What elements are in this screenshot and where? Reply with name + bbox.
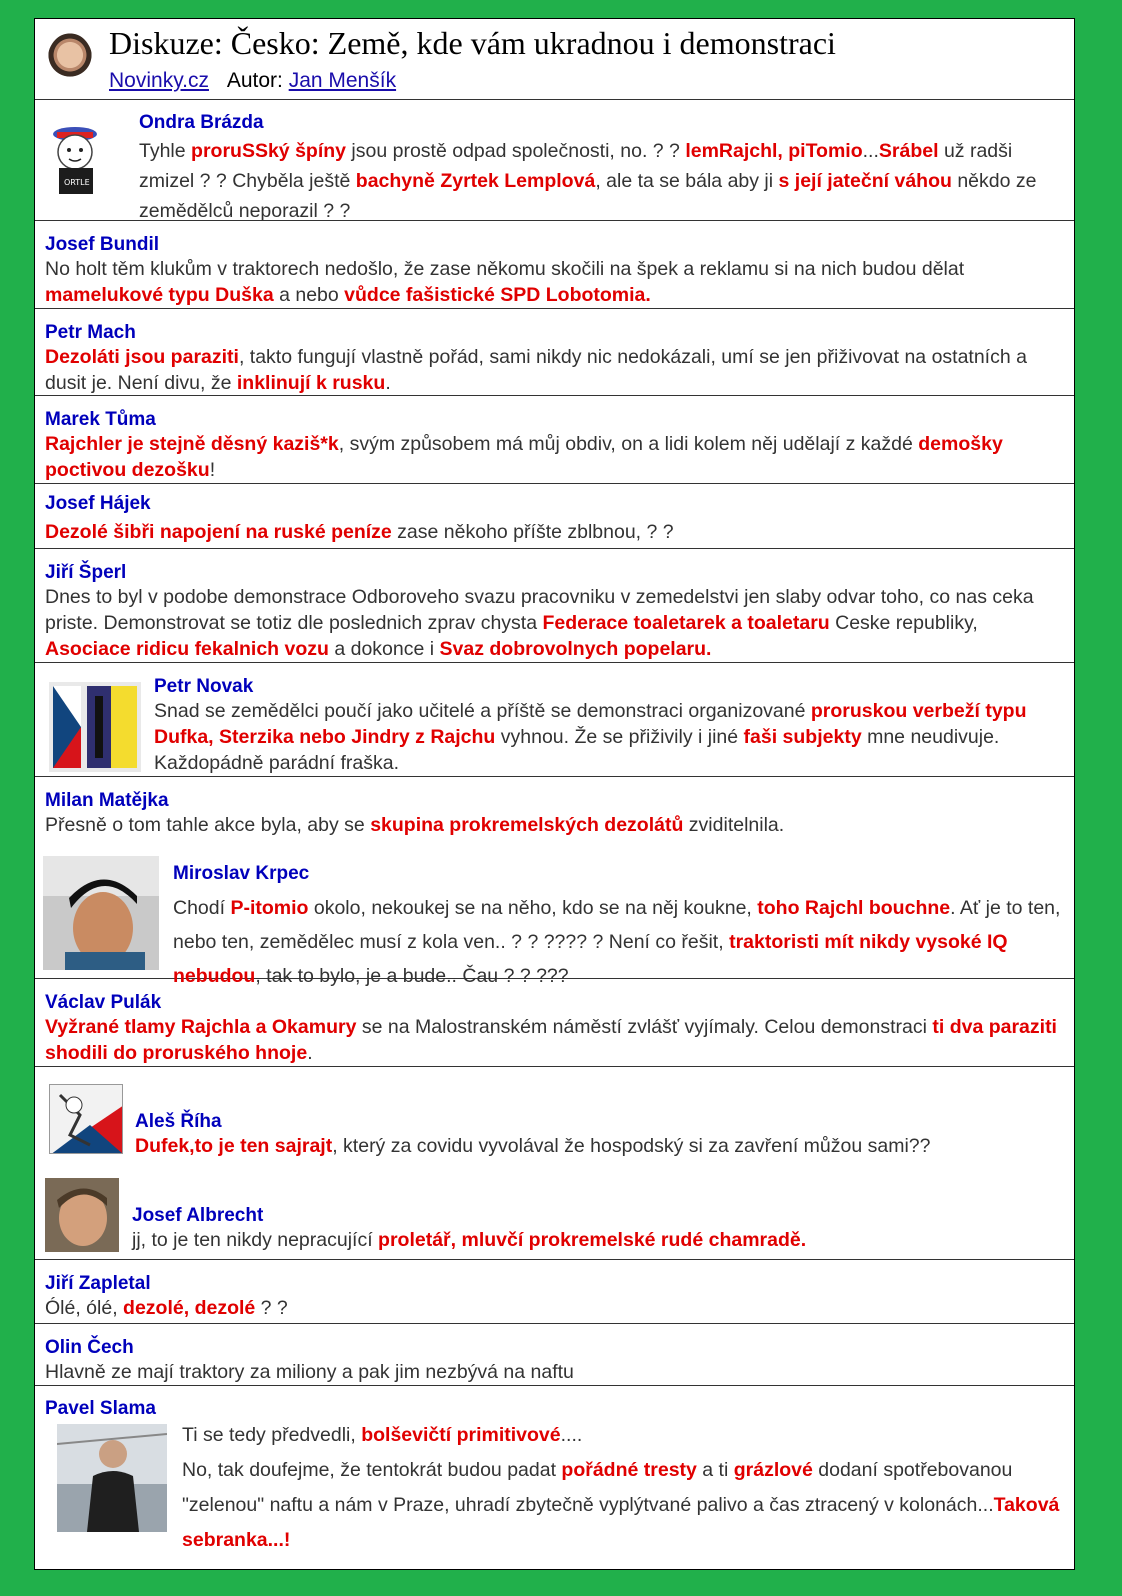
comment-text — [132, 1227, 1066, 1253]
comment-text — [45, 584, 1064, 662]
highlighted-text: skupina prokremelských dezolátů — [370, 814, 684, 836]
highlighted-text: bachyně Zyrtek Lemplov — [355, 170, 585, 192]
text-run: Tyhle — [139, 140, 192, 162]
text-run: Ti se tedy předvedli, — [182, 1424, 362, 1446]
photo-avatar-image — [45, 1178, 119, 1252]
text-run: No, tak doufejme, že tentokrát budou padat — [182, 1459, 562, 1481]
highlighted-text: inklinují k rusku — [236, 372, 386, 394]
text-run: Hlavně ze mají traktory za miliony a pak jim nezbývá na naftu — [45, 1361, 574, 1383]
discussion-header — [35, 19, 1074, 100]
highlighted-text: Dezolé šibři napojení na ruské peníze — [45, 521, 392, 543]
comment-author[interactable]: Jiří Zapletal — [45, 1273, 151, 1294]
highlighted-text: lemRajchl, piTomio — [685, 140, 863, 162]
highlighted-text: P-itomio — [230, 897, 309, 919]
comment-section — [35, 309, 1074, 396]
text-run: okolo, nekoukej se na něho, kdo se na něj koukne, — [308, 897, 758, 919]
comment-author[interactable]: Pavel Slama — [45, 1398, 156, 1419]
text-run: vyhnou. Že se přiživily i jiné — [495, 726, 744, 748]
highlighted-text: pořádné tresty — [561, 1459, 697, 1481]
comment-text — [45, 431, 1064, 483]
text-run: , takto fungují vlastně pořád, sami nikdy nic nedokázali, umí se jen přiživovat na ostatních a dusit je. Není divu, že — [45, 346, 1027, 394]
comment-author[interactable]: Josef Albrecht — [132, 1205, 264, 1226]
comment-section — [35, 484, 1074, 549]
drawing-avatar-image — [49, 1084, 123, 1154]
highlighted-text: Rajchler je stejně děsný kaziš*k — [45, 433, 339, 455]
text-run: dodaní spotřebovanou "zelenou" naftu a nám v Praze, uhradí zbytečně vyplýtvané palivo a čas ztracený v kolonách... — [182, 1459, 1013, 1516]
text-run: někdo ze zemědělců neporazil ? ? — [139, 170, 1037, 222]
highlighted-text: toho Rajchl bouchne — [757, 897, 951, 919]
photo-avatar-image — [57, 1424, 167, 1532]
text-run: . Ať je to ten, nebo ten, zemědělec musí z kola ven.. ? ? ???? ? Není co řešit, — [173, 897, 1061, 953]
flag-avatar-image — [49, 682, 141, 772]
text-run: Snad se zemědělci poučí jako učitelé a příště se demonstraci organizované — [154, 700, 811, 722]
text-run: , který za covidu vyvolával že hospodský si za zavření můžou sami?? — [332, 1135, 931, 1157]
comment-section — [35, 100, 1074, 221]
highlighted-text: traktoristi mít nikdy vysoké IQ nebudou — [173, 931, 1008, 987]
comment-text — [135, 1133, 1066, 1159]
comment-section — [35, 1067, 1074, 1260]
highlighted-text: Asociace ridicu fekalnich vozu — [45, 638, 329, 660]
comment-author[interactable]: Václav Pulák — [45, 992, 162, 1013]
highlighted-text: proruSSký špíny — [191, 140, 346, 162]
text-run: Dnes to byl v podobe demonstrace Odboroveho svazu pracovniku v zemedelstvi jen slaby odvar toho, co nas ceka priste. Demonstrovat se totiz dle poslednich zprav chysta — [45, 586, 1034, 634]
comment-section — [35, 1260, 1074, 1324]
text-run: Přesně o tom tahle akce byla, aby se — [45, 814, 371, 836]
comment-text — [154, 698, 1066, 776]
comment-section — [35, 663, 1074, 777]
text-run: už radši zmizel ? ? Chyběla ještě — [139, 140, 1013, 192]
highlighted-text: Dufek,to je ten sajrajt — [135, 1135, 333, 1157]
highlighted-text: á — [584, 170, 596, 192]
highlighted-text: s její jateční váhou — [778, 170, 952, 192]
comment-author[interactable]: Josef Hájek — [45, 493, 151, 514]
page-title: Diskuze: Česko: Země, kde vám ukradnou i demonstraci — [109, 25, 836, 61]
comment-section — [35, 979, 1074, 1067]
highlighted-text: faši subjekty — [743, 726, 862, 748]
source-line — [109, 69, 396, 93]
highlighted-text: bolševičtí primitivové — [361, 1424, 561, 1446]
highlighted-text: Vyžrané tlamy Rajchla a Okamury — [45, 1016, 357, 1038]
highlighted-text: proruskou verbeží typu Dufka, Sterzika nebo Jindry z Rajchu — [154, 700, 1027, 748]
comment-author[interactable]: Milan Matějka — [45, 790, 169, 811]
comment-section — [35, 777, 1074, 987]
comment-text — [45, 1359, 1064, 1385]
highlighted-text: demošky poctivou dezošku — [45, 433, 1003, 481]
highlighted-text: proletář, mluvčí prokremelské rudé chamradě. — [378, 1229, 807, 1251]
highlighted-text: ti dva paraziti shodili do proruského hnoje — [45, 1016, 1057, 1064]
highlighted-text: dezolé, dezolé — [123, 1297, 256, 1319]
text-run: , svým způsobem má můj obdiv, on a lidi kolem něj udělají z každé — [338, 433, 919, 455]
text-run: . — [307, 1042, 313, 1064]
highlighted-text: Taková sebranka...! — [182, 1494, 1060, 1551]
text-run: Chodí — [173, 897, 231, 919]
comment-author[interactable]: Ondra Brázda — [139, 112, 264, 133]
text-run: a nebo — [273, 284, 345, 306]
comment-author[interactable]: Marek Tůma — [45, 409, 156, 430]
highlighted-text: grázlové — [733, 1459, 813, 1481]
text-run: Ólé, ólé, — [45, 1297, 124, 1319]
comment-text — [45, 256, 1064, 308]
photo-avatar-image — [43, 856, 159, 970]
svg-text:ORTLE: ORTLE — [64, 178, 90, 187]
comment-text — [173, 891, 1066, 993]
author-label: Autor: — [226, 69, 283, 92]
highlighted-text: vůdce fašistické SPD Lobotomia. — [344, 284, 651, 306]
comment-text — [45, 812, 1064, 838]
text-run: ? ? — [255, 1297, 288, 1319]
text-run: ... — [862, 140, 879, 162]
text-run: zase někoho příšte zblbnou, ? ? — [391, 521, 674, 543]
text-run: se na Malostranském náměstí zvlášť vyjímaly. Celou demonstraci — [356, 1016, 933, 1038]
text-run: .... — [560, 1424, 583, 1446]
highlighted-text: Dezoláti jsou paraziti — [45, 346, 239, 368]
author-avatar — [47, 33, 93, 91]
highlighted-text: Svaz dobrovolnych popelaru. — [439, 638, 712, 660]
text-run: jj, to je ten nikdy nepracující — [132, 1229, 379, 1251]
comment-text — [45, 344, 1064, 396]
text-run: mne neudivuje. Každopádně parádní fraška. — [154, 726, 1000, 774]
comment-text — [45, 1295, 1064, 1321]
highlighted-text: Federace toaletarek a toaletaru — [542, 612, 830, 634]
comment-text — [182, 1418, 1066, 1558]
comment-section — [35, 221, 1074, 309]
comment-text — [45, 1014, 1064, 1066]
comment-author[interactable]: Petr Novak — [154, 676, 254, 697]
comment-author[interactable]: Jiří Šperl — [45, 562, 127, 583]
text-run: . — [385, 372, 391, 394]
comment-author[interactable]: Josef Bundil — [45, 234, 160, 255]
comment-section — [35, 1324, 1074, 1386]
source-link[interactable]: Novinky.cz — [109, 69, 209, 92]
text-run: ! — [209, 459, 216, 481]
cartoon-avatar-image — [47, 122, 105, 202]
author-link[interactable]: Jan Menšík — [288, 69, 397, 92]
comment-author[interactable]: Miroslav Krpec — [173, 863, 310, 884]
comment-section — [35, 549, 1074, 663]
comment-section — [35, 396, 1074, 484]
comment-text — [45, 519, 1064, 545]
comment-section — [35, 1386, 1074, 1570]
text-run: Ceske republiky, — [829, 612, 978, 634]
text-run: a dokonce i — [328, 638, 440, 660]
comment-author[interactable]: Olin Čech — [45, 1337, 134, 1358]
comment-text — [139, 136, 1066, 226]
discussion-card — [34, 18, 1075, 1570]
text-run: a ti — [696, 1459, 734, 1481]
comment-author[interactable]: Aleš Říha — [135, 1111, 222, 1132]
text-run: , tak to bylo, je a bude.. Čau ? ? ??? — [255, 965, 569, 987]
highlighted-text: mamelukové typu Duška — [45, 284, 274, 306]
highlighted-text: Srábel — [878, 140, 939, 162]
comment-author[interactable]: Petr Mach — [45, 322, 136, 343]
text-run: No holt těm klukům v traktorech nedošlo, že zase někomu skočili na špek a reklamu si na nich budou dělat — [45, 258, 965, 280]
text-run: , ale ta se bála aby ji — [595, 170, 779, 192]
text-run: zviditelnila. — [683, 814, 785, 836]
text-run: jsou prostě odpad společnosti, no. ? ? — [346, 140, 686, 162]
